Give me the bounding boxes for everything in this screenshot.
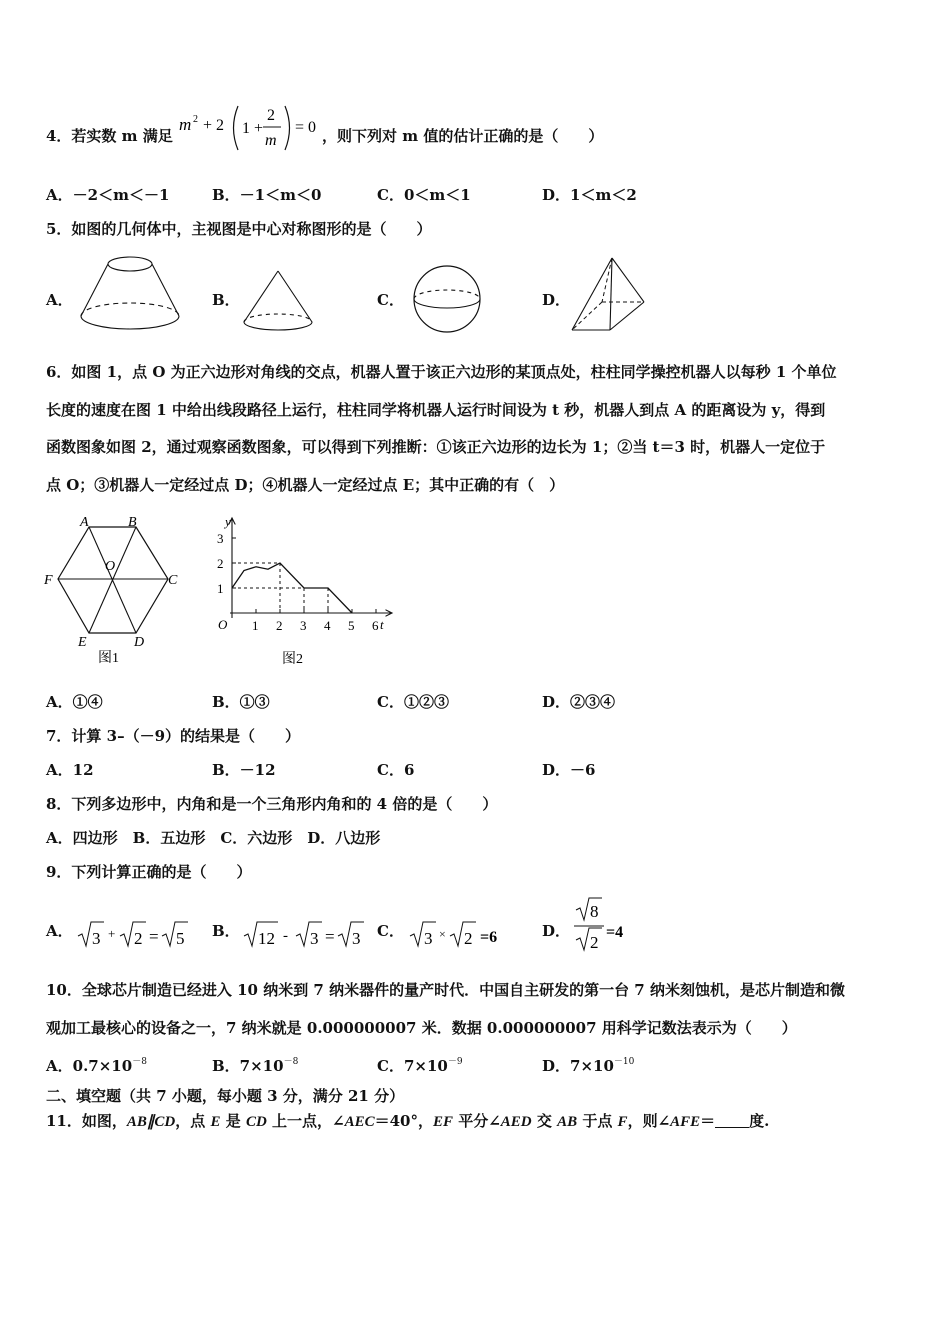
q9a-r3: 5 <box>176 929 185 948</box>
fig2-caption: 图2 <box>282 652 303 667</box>
q9b-eq: = <box>325 927 335 946</box>
q9-option-a-label[interactable]: A． <box>46 922 73 940</box>
q9d-num: 8 <box>590 902 599 921</box>
frustum-icon <box>78 250 182 334</box>
q5-option-a[interactable]: A． <box>46 291 73 309</box>
q11-f: F <box>617 1114 628 1130</box>
hex-vertex-b: B <box>128 515 137 530</box>
x-tick-label-4: 4 <box>324 618 331 633</box>
q10c-exp: －9 <box>447 1057 463 1067</box>
q6-option-b[interactable]: B．①③ <box>212 693 270 711</box>
q5-stem: 5．如图的几何体中，主视图是中心对称图形的是（ ） <box>46 220 432 238</box>
q11-mid1: ，点 <box>175 1112 211 1130</box>
q9-option-d-label[interactable]: D． <box>542 922 571 940</box>
q9-option-a-expr <box>74 914 194 954</box>
q4-one-plus: 1 + <box>242 120 264 137</box>
hex-vertex-f: F <box>44 573 53 588</box>
q4-stem-after-wrap <box>322 126 603 146</box>
q10c-base: C．7×10 <box>377 1057 448 1075</box>
q9c-op: × <box>439 927 446 941</box>
q9b-r3: 3 <box>352 929 361 948</box>
q10b-base: B．7×10 <box>212 1057 284 1075</box>
q9c-eq: =6 <box>480 929 498 946</box>
q4-m: m <box>179 115 192 134</box>
q7-option-c[interactable]: C．6 <box>377 761 415 779</box>
q4-stem-after: ，则下列对 m 值的估计正确的是（ ） <box>322 127 604 145</box>
q6-line-1: 6．如图 1，点 O 为正六边形对角线的交点，机器人置于该正六边形的某顶点处，柱柱同学操控机器人以每秒 1 个单位 <box>46 363 837 381</box>
q6-figure-1-hexagon <box>40 512 190 670</box>
q4-option-b[interactable]: B．－1＜m＜0 <box>212 186 322 204</box>
q10-option-b[interactable] <box>212 1052 298 1076</box>
q4-exp: 2 <box>193 114 198 125</box>
q4-num: 2 <box>267 107 275 124</box>
q5-option-d[interactable]: D． <box>542 291 571 309</box>
hex-vertex-a: A <box>80 515 89 530</box>
x-tick-label-5: 5 <box>348 618 355 633</box>
q11-mid7: 于点 <box>577 1112 618 1130</box>
q11-answer-blank[interactable] <box>715 1113 749 1128</box>
q11-aed: AED <box>500 1114 532 1130</box>
fig1-caption: 图1 <box>98 651 119 666</box>
q10d-base: D．7×10 <box>542 1057 614 1075</box>
q9-option-b-expr <box>240 914 372 954</box>
q11-cd: CD <box>245 1114 267 1130</box>
x-tick-label-1: 1 <box>252 618 259 633</box>
q10-option-a[interactable] <box>46 1052 147 1076</box>
q7-stem: 7．计算 3–（－9）的结果是（ ） <box>46 727 301 745</box>
y-tick-label-3: 3 <box>217 531 224 546</box>
q11-aec: AEC <box>344 1114 375 1130</box>
q4-option-a[interactable]: A．－2＜m＜－1 <box>46 186 170 204</box>
q11-end: 度. <box>749 1112 770 1130</box>
q10-line-2: 观加工最核心的设备之一，7 纳米就是 0.000000007 米．数据 0.000000007 用科学记数法表示为（ ） <box>46 1018 797 1037</box>
q11-ab: AB <box>557 1114 578 1130</box>
q11-mid2: 是 <box>220 1112 246 1130</box>
q5-option-b[interactable]: B． <box>212 291 240 309</box>
q10-option-c[interactable] <box>377 1052 463 1076</box>
q11-mid9: ＝ <box>700 1112 716 1130</box>
hex-vertex-c: C <box>168 573 178 588</box>
q10d-exp: －10 <box>613 1057 635 1067</box>
q7-option-d[interactable]: D．－6 <box>542 761 596 779</box>
q8-stem: 8．下列多边形中，内角和是一个三角形内角和的 4 倍的是（ ） <box>46 795 498 813</box>
q11-ab-cd: AB∥CD <box>126 1114 176 1130</box>
q11-ef: EF <box>432 1114 453 1130</box>
q9-stem: 9．下列计算正确的是（ ） <box>46 863 252 881</box>
q11-mid6: 交 <box>531 1112 558 1130</box>
q6-line-4: 点 O；③机器人一定经过点 D；④机器人一定经过点 E；其中正确的有（ ） <box>46 475 565 494</box>
section-2-title: 二、填空题（共 7 小题，每小题 3 分，满分 21 分） <box>46 1087 405 1105</box>
q4-plus2: + 2 <box>203 117 225 134</box>
q11-stem <box>46 1111 769 1132</box>
q9c-r1: 3 <box>424 929 433 948</box>
q8-options[interactable]: A．四边形 B．五边形 C．六边形 D．八边形 <box>46 829 381 847</box>
q4-stem-before: 4．若实数 m 满足 <box>46 127 173 145</box>
q9b-op: - <box>283 928 288 944</box>
q11-mid4: ＝40°， <box>374 1112 433 1130</box>
q9a-r2: 2 <box>134 929 143 948</box>
q10-line-1: 10．全球芯片制造已经进入 10 纳米到 7 纳米器件的量产时代．中国自主研发的第一台 7 纳米刻蚀机，是芯片制造和微 <box>46 981 845 999</box>
q4-eq: = 0 <box>295 119 317 136</box>
q9b-r2: 3 <box>310 929 319 948</box>
q9-option-c-expr <box>406 914 516 954</box>
q11-afe: AFE <box>670 1114 701 1130</box>
q5-option-c[interactable]: C． <box>377 291 404 309</box>
hex-vertex-e: E <box>78 635 87 650</box>
q11-mid3: 上一点，∠ <box>266 1112 345 1130</box>
q6-option-c[interactable]: C．①②③ <box>377 693 449 711</box>
q10a-exp: －8 <box>132 1057 147 1067</box>
q9a-eq: = <box>149 927 159 946</box>
sphere-icon <box>410 262 484 336</box>
x-tick-label-6: 6 <box>372 618 379 633</box>
q6-option-d[interactable]: D．②③④ <box>542 693 616 711</box>
q4-option-c[interactable]: C．0＜m＜1 <box>377 186 471 204</box>
x-axis-label: t <box>380 617 384 632</box>
q9a-r1: 3 <box>92 929 101 948</box>
y-tick-label-2: 2 <box>217 556 224 571</box>
q10-stem <box>46 972 906 1047</box>
q9-option-b-label[interactable]: B． <box>212 922 240 940</box>
y-axis-label: y <box>225 514 231 529</box>
q4-formula <box>175 100 325 156</box>
q9-option-d-expr <box>572 896 642 954</box>
q6-line-2: 长度的速度在图 1 中给出线段路径上运行，柱柱同学将机器人运行时间设为 t 秒，机器人到点 A 的距离设为 y，得到 <box>46 400 826 419</box>
q7-option-a[interactable]: A．12 <box>46 761 94 779</box>
q10-option-d[interactable] <box>542 1052 634 1076</box>
q11-before: 11．如图， <box>46 1112 127 1130</box>
q4-option-d[interactable]: D．1＜m＜2 <box>542 186 637 204</box>
x-tick-label-2: 2 <box>276 618 283 633</box>
hex-center-o: O <box>105 559 116 574</box>
q7-option-b[interactable]: B．－12 <box>212 761 276 779</box>
q9-option-c-label[interactable]: C． <box>377 922 404 940</box>
q11-mid5: 平分∠ <box>452 1112 501 1130</box>
q9a-op: + <box>108 926 116 941</box>
q6-stem <box>46 354 906 504</box>
q11-mid8: ，则∠ <box>627 1112 671 1130</box>
hex-vertex-d: D <box>134 635 145 650</box>
q6-line-3: 函数图象如图 2，通过观察函数图象，可以得到下列推断：①该正六边形的边长为 1；②当 t＝3 时，机器人一定位于 <box>46 438 826 456</box>
q11-e: E <box>210 1114 221 1130</box>
x-tick-label-3: 3 <box>300 618 307 633</box>
pyramid-icon <box>568 254 648 334</box>
q6-figure-2-graph <box>208 512 398 670</box>
q9c-r2: 2 <box>464 929 473 948</box>
origin-label: O <box>218 617 228 632</box>
q9d-eq: =4 <box>606 924 624 941</box>
q10a-base: A．0.7×10 <box>46 1057 133 1075</box>
cone-icon <box>240 268 316 334</box>
q9b-r1: 12 <box>258 929 275 948</box>
q6-option-a[interactable]: A．①④ <box>46 693 103 711</box>
q4-stem <box>46 126 173 146</box>
y-tick-label-1: 1 <box>217 581 224 596</box>
q9d-den: 2 <box>590 933 599 952</box>
q4-den: m <box>265 132 277 149</box>
q10b-exp: －8 <box>283 1057 299 1067</box>
